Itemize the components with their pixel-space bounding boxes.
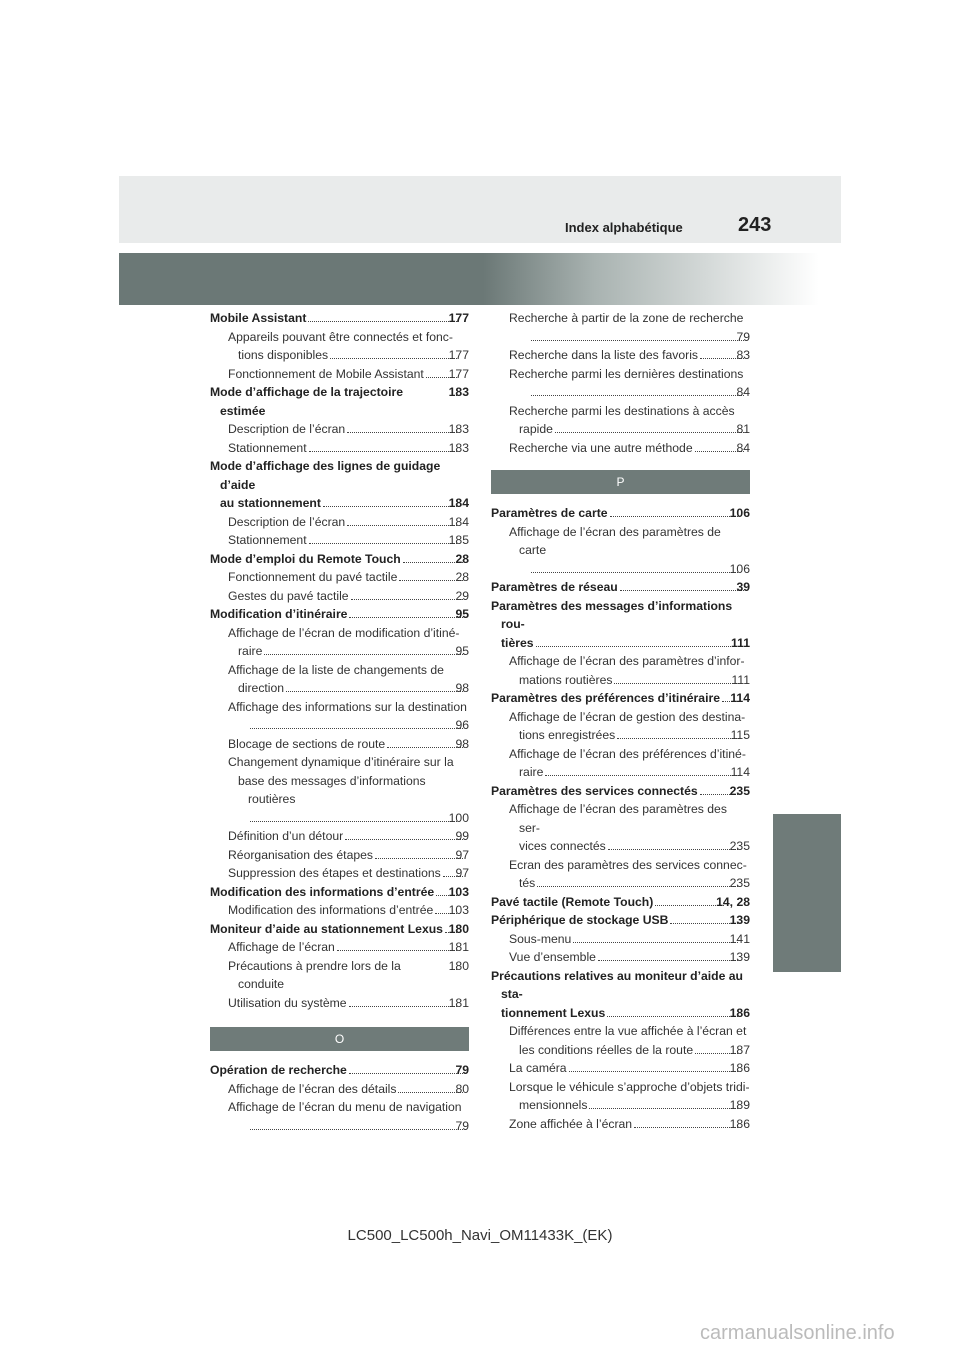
index-subentry bbox=[509, 1022, 750, 1059]
dot-leader bbox=[264, 654, 463, 655]
entry-page: 98 bbox=[455, 736, 469, 751]
index-entry bbox=[210, 550, 469, 569]
entry-text: Mode d’emploi du Remote Touch bbox=[210, 551, 401, 566]
index-subentry bbox=[509, 800, 750, 856]
entry-page: 181 bbox=[448, 940, 469, 954]
entry-text: Ecran des paramètres des services connec- bbox=[509, 857, 747, 872]
entry-page: 115 bbox=[730, 728, 750, 742]
watermark: carmanualsonline.info bbox=[700, 1322, 895, 1344]
dot-leader bbox=[349, 1073, 464, 1074]
dot-leader bbox=[531, 395, 744, 396]
entry-page: 111 bbox=[731, 635, 750, 650]
entry-page: 114 bbox=[730, 691, 750, 705]
entry-page: 111 bbox=[731, 672, 750, 687]
entry-text: Suppression des étapes et destinations bbox=[228, 866, 441, 880]
entry-text: Modification des informations d’entrée bbox=[228, 903, 434, 917]
entry-page: 97 bbox=[455, 847, 469, 862]
entry-text: Affichage de l’écran des détails bbox=[228, 1081, 397, 1096]
decorative-band bbox=[119, 253, 819, 305]
index-subentry bbox=[509, 652, 750, 689]
entry-text: vices connectés bbox=[519, 839, 606, 853]
entry-page: 106 bbox=[729, 561, 750, 576]
dot-leader bbox=[337, 950, 457, 951]
index-entry bbox=[210, 605, 469, 624]
entry-text: raire bbox=[519, 765, 544, 779]
index-subentry bbox=[228, 624, 469, 661]
page-number: 243 bbox=[738, 214, 772, 236]
dot-leader bbox=[555, 432, 745, 433]
entry-text: tés bbox=[519, 876, 536, 890]
dot-leader bbox=[349, 1006, 457, 1007]
entry-page: 80 bbox=[455, 1081, 469, 1096]
entry-text: tions disponibles bbox=[238, 348, 329, 362]
entry-page: 103 bbox=[448, 903, 469, 917]
entry-text: Paramètres de réseau bbox=[491, 580, 618, 594]
index-subentry bbox=[228, 827, 469, 846]
entry-page: 180 bbox=[448, 958, 469, 973]
entry-text: Paramètres de carte bbox=[491, 506, 608, 520]
entry-text: La caméra bbox=[509, 1061, 567, 1075]
dot-leader bbox=[398, 1092, 463, 1093]
document-code: LC500_LC500h_Navi_OM11433K_(EK) bbox=[347, 1227, 613, 1244]
dot-leader bbox=[349, 617, 463, 618]
entry-page: 28 bbox=[455, 570, 469, 584]
entry-text: tionnement Lexus bbox=[501, 1005, 606, 1020]
entry-text: Définition d’un détour bbox=[228, 829, 344, 843]
entry-page: 84 bbox=[736, 440, 750, 455]
index-subentry bbox=[228, 513, 469, 532]
entry-page: 98 bbox=[455, 681, 469, 695]
entry-page: 180 bbox=[448, 921, 469, 936]
letter-header-p: P bbox=[491, 470, 750, 494]
dot-leader bbox=[347, 432, 456, 433]
index-entry bbox=[210, 383, 469, 420]
entry-text: Utilisation du système bbox=[228, 995, 347, 1010]
entry-text: Mode d’affichage de la trajectoire estimée bbox=[210, 385, 404, 418]
index-subentry bbox=[509, 1115, 750, 1134]
entry-page: 186 bbox=[729, 1005, 750, 1020]
entry-text: Affichage de l’écran bbox=[228, 940, 335, 954]
index-entries-m bbox=[210, 309, 469, 1012]
entry-text: Réorganisation des étapes bbox=[228, 847, 373, 862]
index-subentry bbox=[228, 365, 469, 384]
index-subentry bbox=[509, 948, 750, 967]
dot-leader bbox=[250, 821, 457, 822]
entry-page: 141 bbox=[729, 931, 750, 946]
index-subentry bbox=[228, 957, 469, 994]
entry-text: mensionnels bbox=[519, 1098, 588, 1112]
entry-text: au stationnement bbox=[220, 496, 321, 510]
dot-leader bbox=[351, 599, 464, 600]
entry-page: 183 bbox=[448, 422, 469, 436]
entry-text: Différences entre la vue affichée à l’écran et bbox=[509, 1024, 747, 1038]
entry-text: tions enregistrées bbox=[519, 728, 616, 742]
entry-text: Appareils pouvant être connectés et fonc- bbox=[228, 329, 453, 344]
index-subentry bbox=[509, 930, 750, 949]
index-subentry bbox=[228, 587, 469, 606]
index-subentry bbox=[509, 745, 750, 782]
dot-leader bbox=[531, 572, 738, 573]
entry-page: 183 bbox=[448, 440, 469, 455]
entry-text: Modification des informations d’entrée bbox=[210, 884, 435, 899]
index-subentry bbox=[509, 346, 750, 365]
index-subentry bbox=[228, 901, 469, 920]
entry-page: 97 bbox=[455, 866, 469, 880]
entry-page: 177 bbox=[448, 366, 469, 381]
entry-text: Lorsque le véhicule s’approche d’objets tridi- bbox=[509, 1079, 750, 1094]
index-entry bbox=[491, 689, 750, 708]
entry-text: Opération de recherche bbox=[210, 1063, 347, 1077]
index-entry bbox=[210, 457, 469, 513]
entry-page: 187 bbox=[729, 1042, 750, 1057]
entry-page: 79 bbox=[455, 1063, 469, 1077]
entry-page: 79 bbox=[736, 329, 750, 344]
entry-page: 235 bbox=[729, 839, 750, 853]
index-entries-o bbox=[210, 1061, 469, 1135]
dot-leader bbox=[330, 358, 457, 359]
entry-text: rapide bbox=[519, 422, 553, 436]
dot-leader bbox=[347, 525, 456, 526]
dot-leader bbox=[399, 580, 463, 581]
index-entry bbox=[491, 893, 750, 912]
dot-leader bbox=[545, 775, 738, 776]
index-entry bbox=[491, 578, 750, 597]
entry-page: 96 bbox=[455, 718, 469, 732]
dot-leader bbox=[345, 839, 463, 840]
entry-text: Stationnement bbox=[228, 533, 307, 547]
index-entry bbox=[210, 1061, 469, 1080]
dot-leader bbox=[531, 340, 744, 341]
entry-page: 99 bbox=[455, 829, 469, 843]
entry-page: 184 bbox=[448, 514, 469, 529]
dot-leader bbox=[614, 683, 739, 684]
index-entry bbox=[491, 967, 750, 1023]
entry-text: Recherche à partir de la zone de recherche bbox=[509, 311, 744, 325]
dot-leader bbox=[250, 1129, 463, 1130]
index-column-right bbox=[491, 309, 750, 1133]
index-column-left bbox=[210, 309, 469, 1135]
index-entry bbox=[210, 309, 469, 328]
index-entry bbox=[491, 911, 750, 930]
dot-leader bbox=[620, 590, 745, 591]
dot-leader bbox=[309, 543, 457, 544]
entry-page: 177 bbox=[448, 348, 469, 362]
index-subentry bbox=[228, 1080, 469, 1099]
dot-leader bbox=[634, 1127, 738, 1128]
entry-page: 235 bbox=[729, 876, 750, 890]
entry-page: 235 bbox=[729, 783, 750, 798]
entry-page: 184 bbox=[448, 496, 469, 510]
index-subentry bbox=[228, 568, 469, 587]
dot-leader bbox=[309, 451, 457, 452]
entry-page: 185 bbox=[448, 533, 469, 547]
entry-text: Paramètres des services connectés bbox=[491, 783, 698, 798]
entry-text: tières bbox=[501, 635, 534, 650]
entry-page: 177 bbox=[448, 311, 469, 325]
index-subentry bbox=[509, 439, 750, 458]
entry-text: Zone affichée à l’écran bbox=[509, 1116, 633, 1131]
dot-leader bbox=[573, 942, 737, 943]
entry-text: Affichage des informations sur la destination bbox=[228, 699, 467, 714]
index-subentry bbox=[509, 1078, 750, 1115]
entry-page: 181 bbox=[448, 995, 469, 1010]
index-subentry bbox=[228, 698, 469, 735]
entry-text: les conditions réelles de la route bbox=[519, 1042, 694, 1057]
index-subentry bbox=[228, 735, 469, 754]
entry-page: 39 bbox=[736, 580, 750, 594]
index-subentry bbox=[228, 531, 469, 550]
entry-text: Affichage de l’écran du menu de navigation bbox=[228, 1100, 462, 1114]
entry-text: Paramètres des préférences d’itinéraire bbox=[491, 691, 720, 705]
entry-page: 28 bbox=[455, 551, 469, 566]
entry-text: Périphérique de stockage USB bbox=[491, 913, 669, 927]
dot-leader bbox=[608, 849, 738, 850]
index-subentry bbox=[509, 309, 750, 346]
entry-page: 186 bbox=[729, 1061, 750, 1075]
index-entry bbox=[491, 782, 750, 801]
dot-leader bbox=[403, 562, 464, 563]
entry-text: Fonctionnement du pavé tactile bbox=[228, 570, 398, 584]
index-entry bbox=[491, 504, 750, 523]
index-subentry bbox=[228, 661, 469, 698]
entry-text: Gestes du pavé tactile bbox=[228, 588, 349, 603]
index-entry bbox=[210, 883, 469, 902]
entry-text: Affichage de l’écran des préférences d’itiné- bbox=[509, 746, 746, 761]
entry-text: Modification d’itinéraire bbox=[210, 607, 348, 621]
dot-leader bbox=[598, 960, 738, 961]
entry-page: 100 bbox=[448, 810, 469, 825]
entry-page: 81 bbox=[736, 422, 750, 436]
letter-header-o: O bbox=[210, 1027, 469, 1051]
index-entry bbox=[491, 597, 750, 653]
index-subentry bbox=[228, 420, 469, 439]
dot-leader bbox=[536, 646, 739, 647]
entry-page: 79 bbox=[455, 1118, 469, 1133]
entry-text: mations routières bbox=[519, 672, 613, 687]
section-title: Index alphabétique bbox=[565, 220, 683, 235]
index-entries-p bbox=[491, 504, 750, 1133]
entry-page: 29 bbox=[455, 588, 469, 603]
header-bar bbox=[119, 176, 841, 243]
entry-page: 189 bbox=[729, 1098, 750, 1112]
entry-text: Affichage de l’écran des paramètres de carte bbox=[509, 524, 721, 557]
entry-page: 95 bbox=[455, 607, 469, 621]
dot-leader bbox=[537, 886, 737, 887]
index-subentry bbox=[228, 864, 469, 883]
index-subentry bbox=[228, 753, 469, 827]
entry-text: Sous-menu bbox=[509, 931, 572, 946]
dot-leader bbox=[286, 691, 463, 692]
dot-leader bbox=[589, 1108, 737, 1109]
entry-text: Affichage de l’écran de modification d’itiné- bbox=[228, 625, 460, 640]
dot-leader bbox=[308, 321, 456, 322]
chapter-tab bbox=[773, 814, 841, 972]
dot-leader bbox=[607, 1016, 737, 1017]
index-entries-o-continued bbox=[491, 309, 750, 457]
entry-text: Paramètres des messages d’informations rou- bbox=[491, 598, 733, 631]
dot-leader bbox=[375, 858, 463, 859]
entry-text: direction bbox=[238, 681, 285, 695]
dot-leader bbox=[655, 905, 724, 906]
index-subentry bbox=[509, 708, 750, 745]
index-subentry bbox=[509, 365, 750, 402]
entry-page: 183 bbox=[448, 385, 469, 399]
dot-leader bbox=[323, 506, 457, 507]
entry-page: 114 bbox=[730, 765, 750, 779]
entry-page: 95 bbox=[455, 644, 469, 658]
dot-leader bbox=[617, 738, 738, 739]
entry-text: Mode d’affichage des lignes de guidage d’aide bbox=[210, 459, 441, 492]
entry-text: Moniteur d’aide au stationnement Lexus bbox=[210, 921, 443, 936]
entry-text: Précautions relatives au moniteur d’aide au sta- bbox=[491, 968, 743, 1001]
index-subentry bbox=[228, 994, 469, 1013]
dot-leader bbox=[387, 747, 463, 748]
index-subentry bbox=[509, 856, 750, 893]
entry-text: Description de l’écran bbox=[228, 422, 346, 436]
entry-text: Recherche parmi les destinations à accès bbox=[509, 403, 735, 418]
entry-text: Vue d’ensemble bbox=[509, 950, 596, 964]
entry-page: 106 bbox=[729, 506, 750, 520]
entry-text: Fonctionnement de Mobile Assistant bbox=[228, 366, 424, 381]
entry-text: Stationnement bbox=[228, 440, 307, 455]
entry-page: 103 bbox=[448, 884, 469, 899]
index-subentry bbox=[228, 938, 469, 957]
entry-page: 139 bbox=[729, 913, 750, 927]
entry-text: raire bbox=[238, 644, 263, 658]
index-subentry bbox=[228, 1098, 469, 1135]
dot-leader bbox=[250, 728, 463, 729]
dot-leader bbox=[610, 516, 738, 517]
dot-leader bbox=[670, 923, 737, 924]
entry-page: 186 bbox=[729, 1116, 750, 1131]
index-subentry bbox=[509, 402, 750, 439]
entry-text: Recherche parmi les dernières destinations bbox=[509, 366, 744, 381]
entry-text: Affichage de l’écran des paramètres d’infor- bbox=[509, 654, 745, 668]
entry-page: 83 bbox=[736, 348, 750, 362]
index-subentry bbox=[509, 523, 750, 579]
index-subentry bbox=[228, 328, 469, 365]
index-subentry bbox=[228, 439, 469, 458]
entry-text: Précautions à prendre lors de la conduite bbox=[228, 958, 401, 991]
entry-text: Recherche dans la liste des favoris bbox=[509, 348, 699, 362]
entry-text: base des messages d’informations routières bbox=[238, 773, 426, 806]
entry-text: Affichage de la liste de changements de bbox=[228, 662, 444, 677]
entry-text: Recherche via une autre méthode bbox=[509, 440, 693, 455]
entry-text: Pavé tactile (Remote Touch) bbox=[491, 894, 654, 909]
index-subentry bbox=[228, 846, 469, 865]
entry-text: Affichage de l’écran de gestion des destina- bbox=[509, 709, 746, 724]
index-subentry bbox=[509, 1059, 750, 1078]
entry-page: 14, 28 bbox=[716, 894, 750, 909]
index-entry bbox=[210, 920, 469, 939]
entry-text: Blocage de sections de route bbox=[228, 736, 386, 751]
entry-text: Mobile Assistant bbox=[210, 311, 307, 325]
entry-page: 139 bbox=[729, 950, 750, 964]
dot-leader bbox=[569, 1071, 738, 1072]
entry-text: Description de l’écran bbox=[228, 514, 346, 529]
entry-text: Changement dynamique d’itinéraire sur la bbox=[228, 755, 454, 769]
entry-text: Affichage de l’écran des paramètres des ser- bbox=[509, 802, 727, 835]
entry-page: 84 bbox=[736, 385, 750, 399]
